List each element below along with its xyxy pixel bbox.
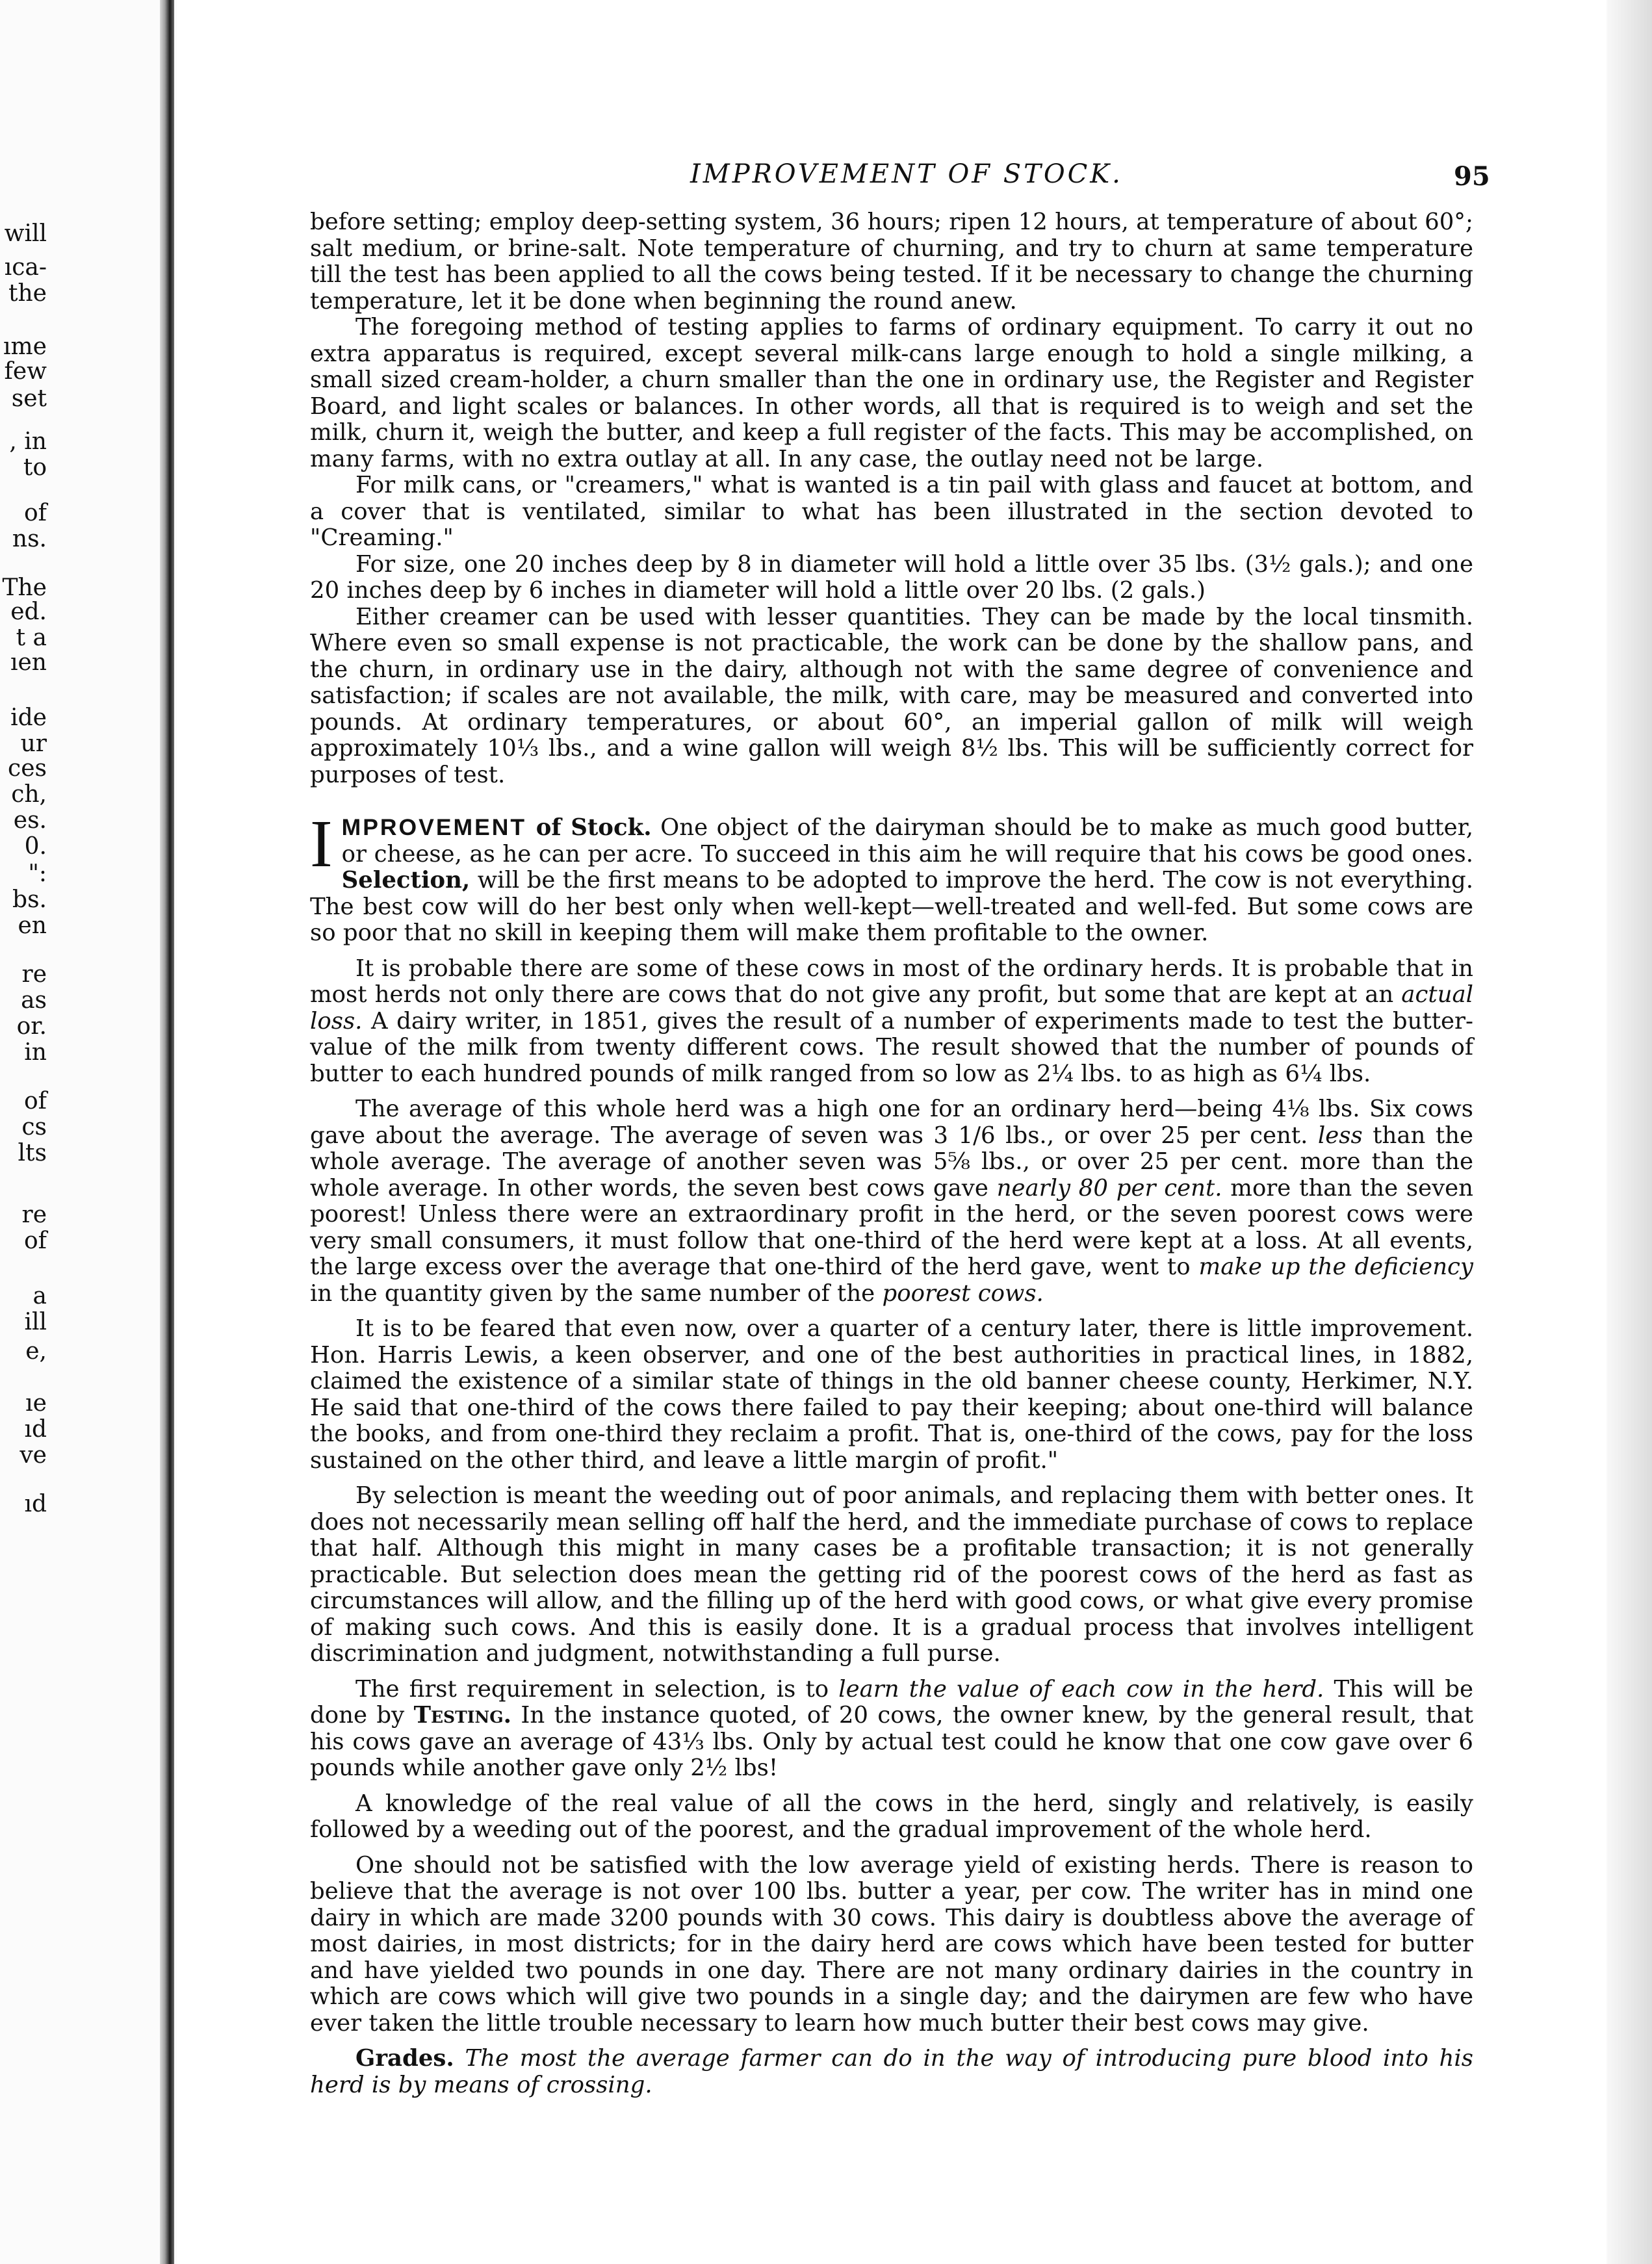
body-text <box>310 209 1473 2098</box>
adjacent-page-fragment: ıme <box>3 333 47 360</box>
page-number: 95 <box>1454 161 1490 192</box>
paragraph <box>310 1483 1473 1667</box>
text-run: The most the average farmer can do in the way of introducing pure blood into his herd is by means of crossing. <box>310 2045 1473 2098</box>
bottom-paragraphs <box>310 956 1473 2099</box>
text-run: A knowledge of the real value of all the cows in the herd, singly and relatively, is easily followed by a weeding out of the poorest, and the gradual improvement of the whole herd. <box>310 1790 1473 1843</box>
adjacent-page-fragment: en <box>18 912 47 939</box>
drop-cap: I <box>310 806 333 881</box>
adjacent-page-fragment: a <box>32 1283 47 1309</box>
adjacent-page-fragment: the <box>8 280 47 307</box>
adjacent-page-fragment: bs. <box>12 886 47 913</box>
text-run: more than the seven poorest! Unless there were an extraordinary profit in the herd, or the seven poorest cows were very small consumers, it must follow that one-third of the herd were kept at a loss. At all events, the large excess over the average that one-third of the herd gave, went to <box>310 1174 1474 1280</box>
adjacent-page-fragment: ch, <box>11 781 47 808</box>
adjacent-page-fragment: ıca- <box>4 254 47 281</box>
adjacent-page-fragment: of <box>24 1228 47 1254</box>
paragraph: For milk cans, or "creamers," what is wanted is a tin pail with glass and faucet at bottom, and a cover that is ventilated, similar to what has been illustrated in the section devoted to "Creaming." <box>310 472 1473 551</box>
paragraph <box>310 1316 1473 1474</box>
text-run: Testing. <box>413 1702 511 1729</box>
adjacent-page-fragment: lts <box>18 1140 47 1166</box>
text-run: poorest cows. <box>882 1280 1044 1307</box>
text-run: nearly 80 per cent. <box>996 1174 1222 1202</box>
paragraph: Either creamer can be used with lesser quantities. They can be made by the local tinsmith. Where even so small expense is not practicable, the work can be done by the shallow pans, and the churn, in ordinary use in the dairy, although not with the same degree of convenience and satisfaction; if scales are not available, the milk, with care, may be measured and converted into pounds. At ordinary temperatures, or about 60°, an imperial gallon of milk will weigh approximately 10⅓ lbs., and a wine gallon will weigh 8½ lbs. This will be sufficiently correct for purposes of test. <box>310 603 1473 788</box>
adjacent-page-fragment: ill <box>24 1309 47 1335</box>
adjacent-page-fragment: ces <box>8 755 47 782</box>
text-run: It is probable there are some of these cows in most of the ordinary herds. It is probable that in most herds not only there are cows that do not give any profit, but some that are kept at an <box>310 955 1473 1008</box>
section-title: MPROVEMENT <box>341 814 527 840</box>
adjacent-page-fragment: set <box>11 385 47 412</box>
text-run: less <box>1317 1122 1363 1149</box>
text-run: The average of this whole herd was a high one for an ordinary herd—being 4⅛ lbs. Six cows gave about the average. The average of seven was 3 1/6 lbs., or over 25 per cent. <box>310 1096 1473 1149</box>
text-run: in the quantity given by the same number of the <box>310 1280 883 1307</box>
text-run: A dairy writer, in 1851, gives the result of a number of experiments made to test the butter-value of the milk from twenty different cows. The result showed that the number of pounds of butter to each hundred pounds of milk ranged from so low as 2¼ lbs. to as high as 6¼ lbs. <box>310 1007 1473 1087</box>
adjacent-page-fragment: cs <box>21 1114 47 1140</box>
paragraph <box>310 1096 1473 1307</box>
adjacent-page-fragment: ns. <box>12 526 47 552</box>
text-run: This will be done by <box>310 1675 1473 1729</box>
adjacent-page-fragment: ıen <box>10 649 47 676</box>
paragraph: The foregoing method of testing applies to farms of ordinary equipment. To carry it out no extra apparatus is required, except several milk-cans large enough to hold a single milking, a small sized cream-holder, a churn smaller than the one in ordinary use, the Register and Register Board, and light scales or balances. In other words, all that is required is to weigh and set the milk, churn it, weigh the butter, and keep a full register of the facts. This may be accomplished, on many farms, with no extra outlay at all. In any case, the outlay need not be large. <box>310 314 1473 472</box>
adjacent-page-fragment: of <box>24 500 47 526</box>
book-page <box>177 0 1607 2264</box>
page-edge <box>1607 0 1652 2264</box>
adjacent-page-fragment: The <box>2 574 47 601</box>
adjacent-page <box>0 0 177 2264</box>
text-run: than the whole average. The average of another seven was 5⅝ lbs., or over 25 per cent. more than the whole average. In other words, the seven best cows gave <box>310 1122 1473 1202</box>
running-head: IMPROVEMENT OF STOCK. <box>690 159 1123 189</box>
adjacent-page-fragment: e, <box>25 1338 47 1365</box>
adjacent-page-fragment: t a <box>16 624 47 651</box>
section-lead-rest: will be the first means to be adopted to improve the herd. The cow is not everything. The best cow will do her best only when well-kept—well-treated and well-fed. But some cows are so poor that no skill in keeping them will make them profitable to the owner. <box>310 867 1473 946</box>
adjacent-page-fragment: ": <box>28 860 47 887</box>
text-run: make up the deficiency <box>1198 1254 1473 1280</box>
book-gutter <box>160 0 174 2264</box>
adjacent-page-fragment: in <box>24 1039 47 1066</box>
adjacent-page-fragment: ur <box>20 730 47 757</box>
text-run: actual loss. <box>310 981 1473 1035</box>
text-run: One should not be satisfied with the low average yield of existing herds. There is reason to believe that the average is not over 100 lbs. butter a year, per cow. The writer has in mind one dairy in which are made 3200 pounds with 30 cows. This dairy is doubtless above the average of most dairies, in most districts; for in the dairy herd are cows which have been tested for butter and have yielded two pounds in one day. There are not many ordinary dairies in the country in which are cows which will give two pounds in a single day; and the dairymen are few who have ever taken the little trouble necessary to learn how much butter their best cows may give. <box>310 1851 1473 2037</box>
adjacent-page-fragment: or. <box>16 1013 47 1040</box>
adjacent-page-fragment: few <box>4 358 47 385</box>
text-run: It is to be feared that even now, over a quarter of a century later, there is little improvement. Hon. Harris Lewis, a keen observer, and one of the best authorities in practical lines, in 1882, claimed the existence of a similar state of things in the old banner cheese county, Herkimer, N.Y. He said that one-third of the cows there failed to pay their keeping; about one-third will balance the books, and from one-third they reclaim a profit. That is, one-third of the cows, pay for the loss sustained on the other third, and leave a little margin of profit." <box>310 1315 1473 1474</box>
selection-term: Selection, <box>341 867 471 894</box>
text-run: learn the value of each cow in the herd. <box>838 1675 1324 1703</box>
adjacent-page-fragment: ıd <box>24 1416 47 1443</box>
text-run: The first requirement in selection, is to <box>355 1675 839 1703</box>
adjacent-page-fragment: will <box>4 220 47 247</box>
paragraph <box>310 956 1473 1088</box>
adjacent-page-fragment: , in <box>9 428 47 455</box>
adjacent-page-fragment: as <box>21 987 47 1014</box>
adjacent-page-fragment: re <box>21 1202 47 1228</box>
adjacent-page-fragment: ıd <box>24 1491 47 1517</box>
adjacent-page-fragment: ve <box>19 1442 47 1469</box>
text-run: By selection is meant the weeding out of poor animals, and replacing them with better ones. It does not necessarily mean selling off half the herd, and the immediate purchase of cows to replace that half. Although this might in many cases be a profitable transaction; it is not generally practicable. But selection does mean the getting rid of the poorest cows of the herd as fast as circumstances will allow, and the filling up of the herd with good cows, or what give every promise of making such cows. And this is easily done. It is a gradual process that involves intelligent discrimination and judgment, notwithstanding a full purse. <box>310 1482 1473 1667</box>
adjacent-page-fragment: ed. <box>10 598 47 625</box>
paragraph <box>310 1853 1473 2037</box>
text-run: In the instance quoted, of 20 cows, the owner knew, by the general result, that his cows gave an average of 43⅓ lbs. Only by actual test could he know that one cow gave over 6 pounds while another gave only 2½ lbs! <box>310 1702 1473 1781</box>
text-run: Grades. <box>355 2045 454 2072</box>
adjacent-page-fragment: re <box>21 961 47 988</box>
adjacent-page-fragment: es. <box>13 807 47 834</box>
paragraph: before setting; employ deep-setting system, 36 hours; ripen 12 hours, at temperature of about 60°; salt medium, or brine-salt. Note temperature of churning, and try to churn at same temperature till the test has been applied to all the cows being tested. If it be necessary to change the churning temperature, let it be done when beginning the round anew. <box>310 209 1473 315</box>
adjacent-page-fragment: to <box>23 454 47 481</box>
paragraph <box>310 1791 1473 1844</box>
paragraph <box>310 2046 1473 2098</box>
paragraph <box>310 1677 1473 1782</box>
adjacent-page-fragment: ıe <box>25 1390 47 1417</box>
section-improvement-of-stock <box>310 806 1473 947</box>
paragraph: For size, one 20 inches deep by 8 in diameter will hold a little over 35 lbs. (3½ gals.); and one 20 inches deep by 6 inches in diameter will hold a little over 20 lbs. (2 gals.) <box>310 550 1473 604</box>
adjacent-page-fragment: of <box>24 1088 47 1114</box>
adjacent-page-fragment: ide <box>10 704 47 731</box>
adjacent-page-fragment: 0. <box>24 833 47 860</box>
section-title-rest: of Stock. <box>526 814 652 841</box>
section-lead: One object of the dairyman should be to make as much good butter, or cheese, as he can per acre. To succeed in this aim he will require that his cows be good ones. <box>341 814 1473 868</box>
